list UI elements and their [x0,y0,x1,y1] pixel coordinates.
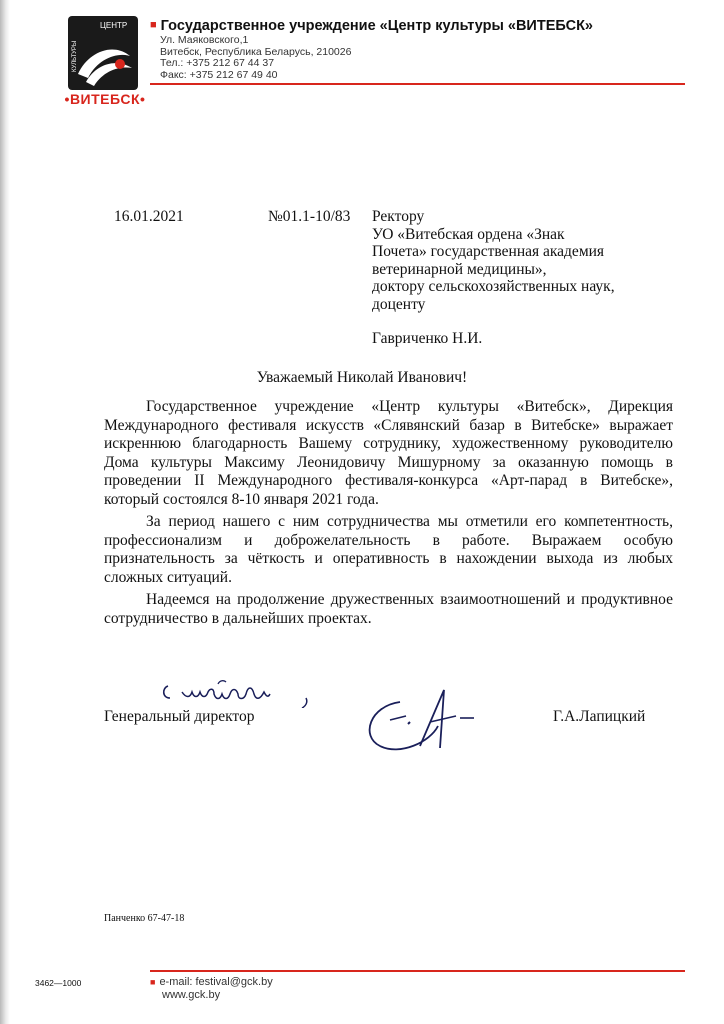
org-name-text: Государственное учреждение «Центр культуры «ВИТЕБСК» [160,18,593,34]
bullet-icon: ■ [150,977,156,987]
recipient-line: доктору сельскохозяйственных наук, [372,278,615,295]
logo-ring-text-top: ЦЕНТР [100,21,128,30]
signer-title: Генеральный директор [104,708,255,725]
org-name [150,18,593,34]
director-signature [360,686,480,762]
recipient-line: Почета» государственная академия [372,243,605,260]
address-fax: Факс: +375 212 67 49 40 [160,68,278,81]
form-code: 3462—1000 [35,978,82,988]
letter-date: 16.01.2021 [114,208,184,225]
footer-contacts [150,976,273,1002]
body-paragraph: За период нашего с ним сотрудничества мы отметили его компетентность, профессионализм и доброжелательность в работе. Выражаем особую признательность за чёткость и оперативность в нахождении выхода из любых сложных ситуаций. [104,513,673,586]
recipient-line: доценту [372,295,426,313]
bullet-icon: ■ [150,19,157,31]
logo-caption: •ВИТЕБСК• [64,91,146,107]
logo-ring-text-side: КУЛЬТУРЫ [72,40,78,72]
recipient-block [372,208,692,348]
recipient-line: Ректору [372,208,425,225]
body-paragraph: Государственное учреждение «Центр культуры «Витебск», Дирекция Международного фестиваля искусств «Слявянский базар в Витебске» выражает искреннюю благодарность Вашему сотруднику, художественному руководителю Дома культуры Максиму Леонидовичу Мишурному за оказанную помощь в проведении II Международного фестиваля-конкурса «Арт-парад в Витебске», который состоялся 8-10 января 2021 года. [104,398,673,508]
footer-divider [150,970,685,972]
letter-number: №01.1-10/83 [268,208,351,225]
greeting: Уважаемый Николай Иванович! [256,369,468,386]
recipient-name: Гавриченко Н.И. [372,330,483,347]
recipient-line: УО «Витебская ордена «Знак [372,225,565,243]
recipient-line: ветеринарной медицины», [372,260,547,278]
header-divider [150,83,685,85]
handwritten-regards [158,672,318,708]
footer-website: www.gck.by [162,989,221,1001]
scan-edge-shadow [0,0,10,1024]
letter-body [104,398,673,632]
address-street: Ул. Маяковского,1 [160,34,249,46]
signer-name: Г.А.Лапицкий [553,708,646,725]
footer-email: e-mail: festival@gck.by [159,976,273,988]
address-phone: Тел.: +375 212 67 44 37 [160,57,275,69]
org-address [160,35,351,81]
address-city: Витебск, Республика Беларусь, 210026 [160,45,352,58]
body-paragraph: Надеемся на продолжение дружественных взаимоотношений и продуктивное сотрудничество в дальнейших проектах. [104,591,673,627]
executor-note: Панченко 67-47-18 [104,913,185,924]
